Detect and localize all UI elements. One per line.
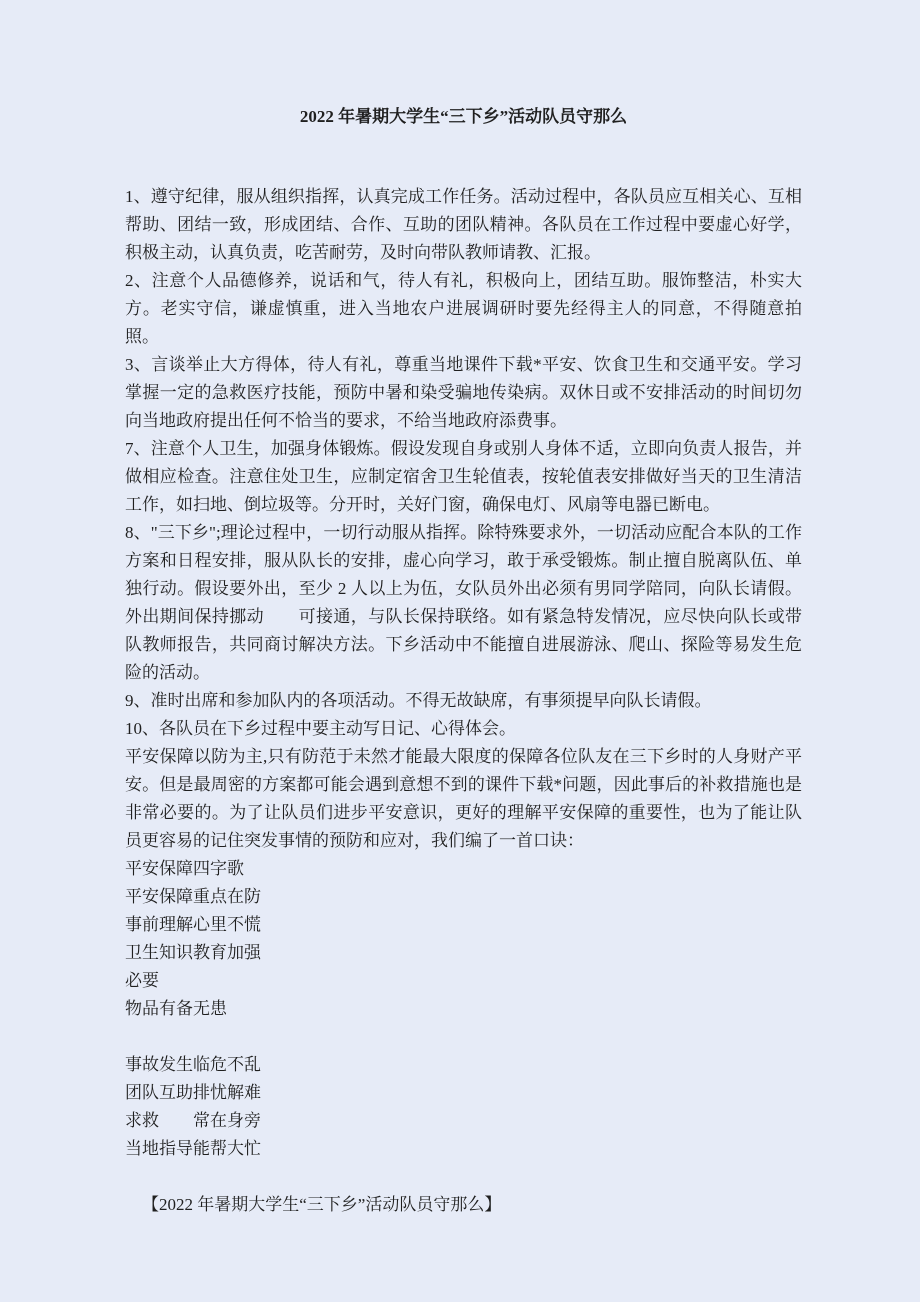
document-paragraph: 卫生知识教育加强 <box>125 943 261 962</box>
document-paragraph: 2、注意个人品德修养，说话和气，待人有礼，积极向上，团结互助。服饰整洁，朴实大方。老实守信，谦虚慎重，进入当地农户进展调研时要先经得主人的同意，不得随意拍照。 <box>125 271 802 346</box>
document-paragraph: 平安保障以防为主,只有防范于未然才能最大限度的保障各位队友在三下乡时的人身财产平安。但是最周密的方案都可能会遇到意想不到的课件下载*问题，因此事后的补救措施也是非常必要的。为了让队员们进步平安意识，更好的理解平安保障的重要性，也为了能让队员更容易的记住突发事情的预防和应对，我们编了一首口诀： <box>125 747 802 850</box>
document-paragraph: 8、"三下乡";理论过程中，一切行动服从指挥。除特殊要求外，一切活动应配合本队的工作方案和日程安排，服从队长的安排，虚心向学习，敢于承受锻炼。制止擅自脱离队伍、单独行动。假设要外出，至少 2 人以上为伍，女队员外出必须有男同学陪同，向队长请假。外出期间保持挪动 可接通，与队长保持联络。如有紧急特发情况，应尽快向队长或带队教师报告，共同商讨解决方法。下乡活动中不能擅自进展游泳、爬山、探险等易发生危险的活动。 <box>125 523 802 682</box>
document-paragraph: 必要 <box>125 971 159 990</box>
document-paragraph: 1、遵守纪律，服从组织指挥，认真完成工作任务。活动过程中，各队员应互相关心、互相帮助、团结一致，形成团结、合作、互助的团队精神。各队员在工作过程中要虚心好学，积极主动，认真负责，吃苦耐劳，及时向带队教师请教、汇报。 <box>125 187 802 262</box>
document-footer: 【2022 年暑期大学生“三下乡”活动队员守那么】 <box>142 1195 502 1214</box>
document-paragraph: 当地指导能帮大忙 <box>125 1139 261 1158</box>
document-title: 2022 年暑期大学生“三下乡”活动队员守那么 <box>299 107 628 126</box>
document-paragraph: 9、准时出席和参加队内的各项活动。不得无故缺席，有事须提早向队长请假。 <box>125 691 712 710</box>
document-paragraph: 求救 常在身旁 <box>125 1111 261 1130</box>
document-paragraph: 7、注意个人卫生，加强身体锻炼。假设发现自身或别人身体不适，立即向负责人报告，并做相应检查。注意住处卫生，应制定宿舍卫生轮值表，按轮值表安排做好当天的卫生清洁工作，如扫地、倒垃圾等。分开时，关好门窗，确保电灯、风扇等电器已断电。 <box>125 439 802 514</box>
document-paragraph <box>125 1023 802 1051</box>
document-paragraph: 3、言谈举止大方得体，待人有礼，尊重当地课件下载*平安、饮食卫生和交通平安。学习掌握一定的急救医疗技能，预防中暑和染受骗地传染病。双休日或不安排活动的时间切勿向当地政府提出任何不恰当的要求，不给当地政府添费事。 <box>125 355 802 430</box>
document-paragraph: 物品有备无患 <box>125 999 227 1018</box>
document-paragraph: 事前理解心里不慌 <box>125 915 261 934</box>
document-paragraph: 事故发生临危不乱 <box>125 1055 261 1074</box>
document-paragraph: 团队互助排忧解难 <box>125 1083 261 1102</box>
document-paragraph: 10、各队员在下乡过程中要主动写日记、心得体会。 <box>125 719 516 738</box>
document-body <box>125 183 802 1191</box>
document-paragraph <box>125 1163 802 1191</box>
document-paragraph: 平安保障四字歌 <box>125 859 244 878</box>
document-paragraph: 平安保障重点在防 <box>125 887 261 906</box>
